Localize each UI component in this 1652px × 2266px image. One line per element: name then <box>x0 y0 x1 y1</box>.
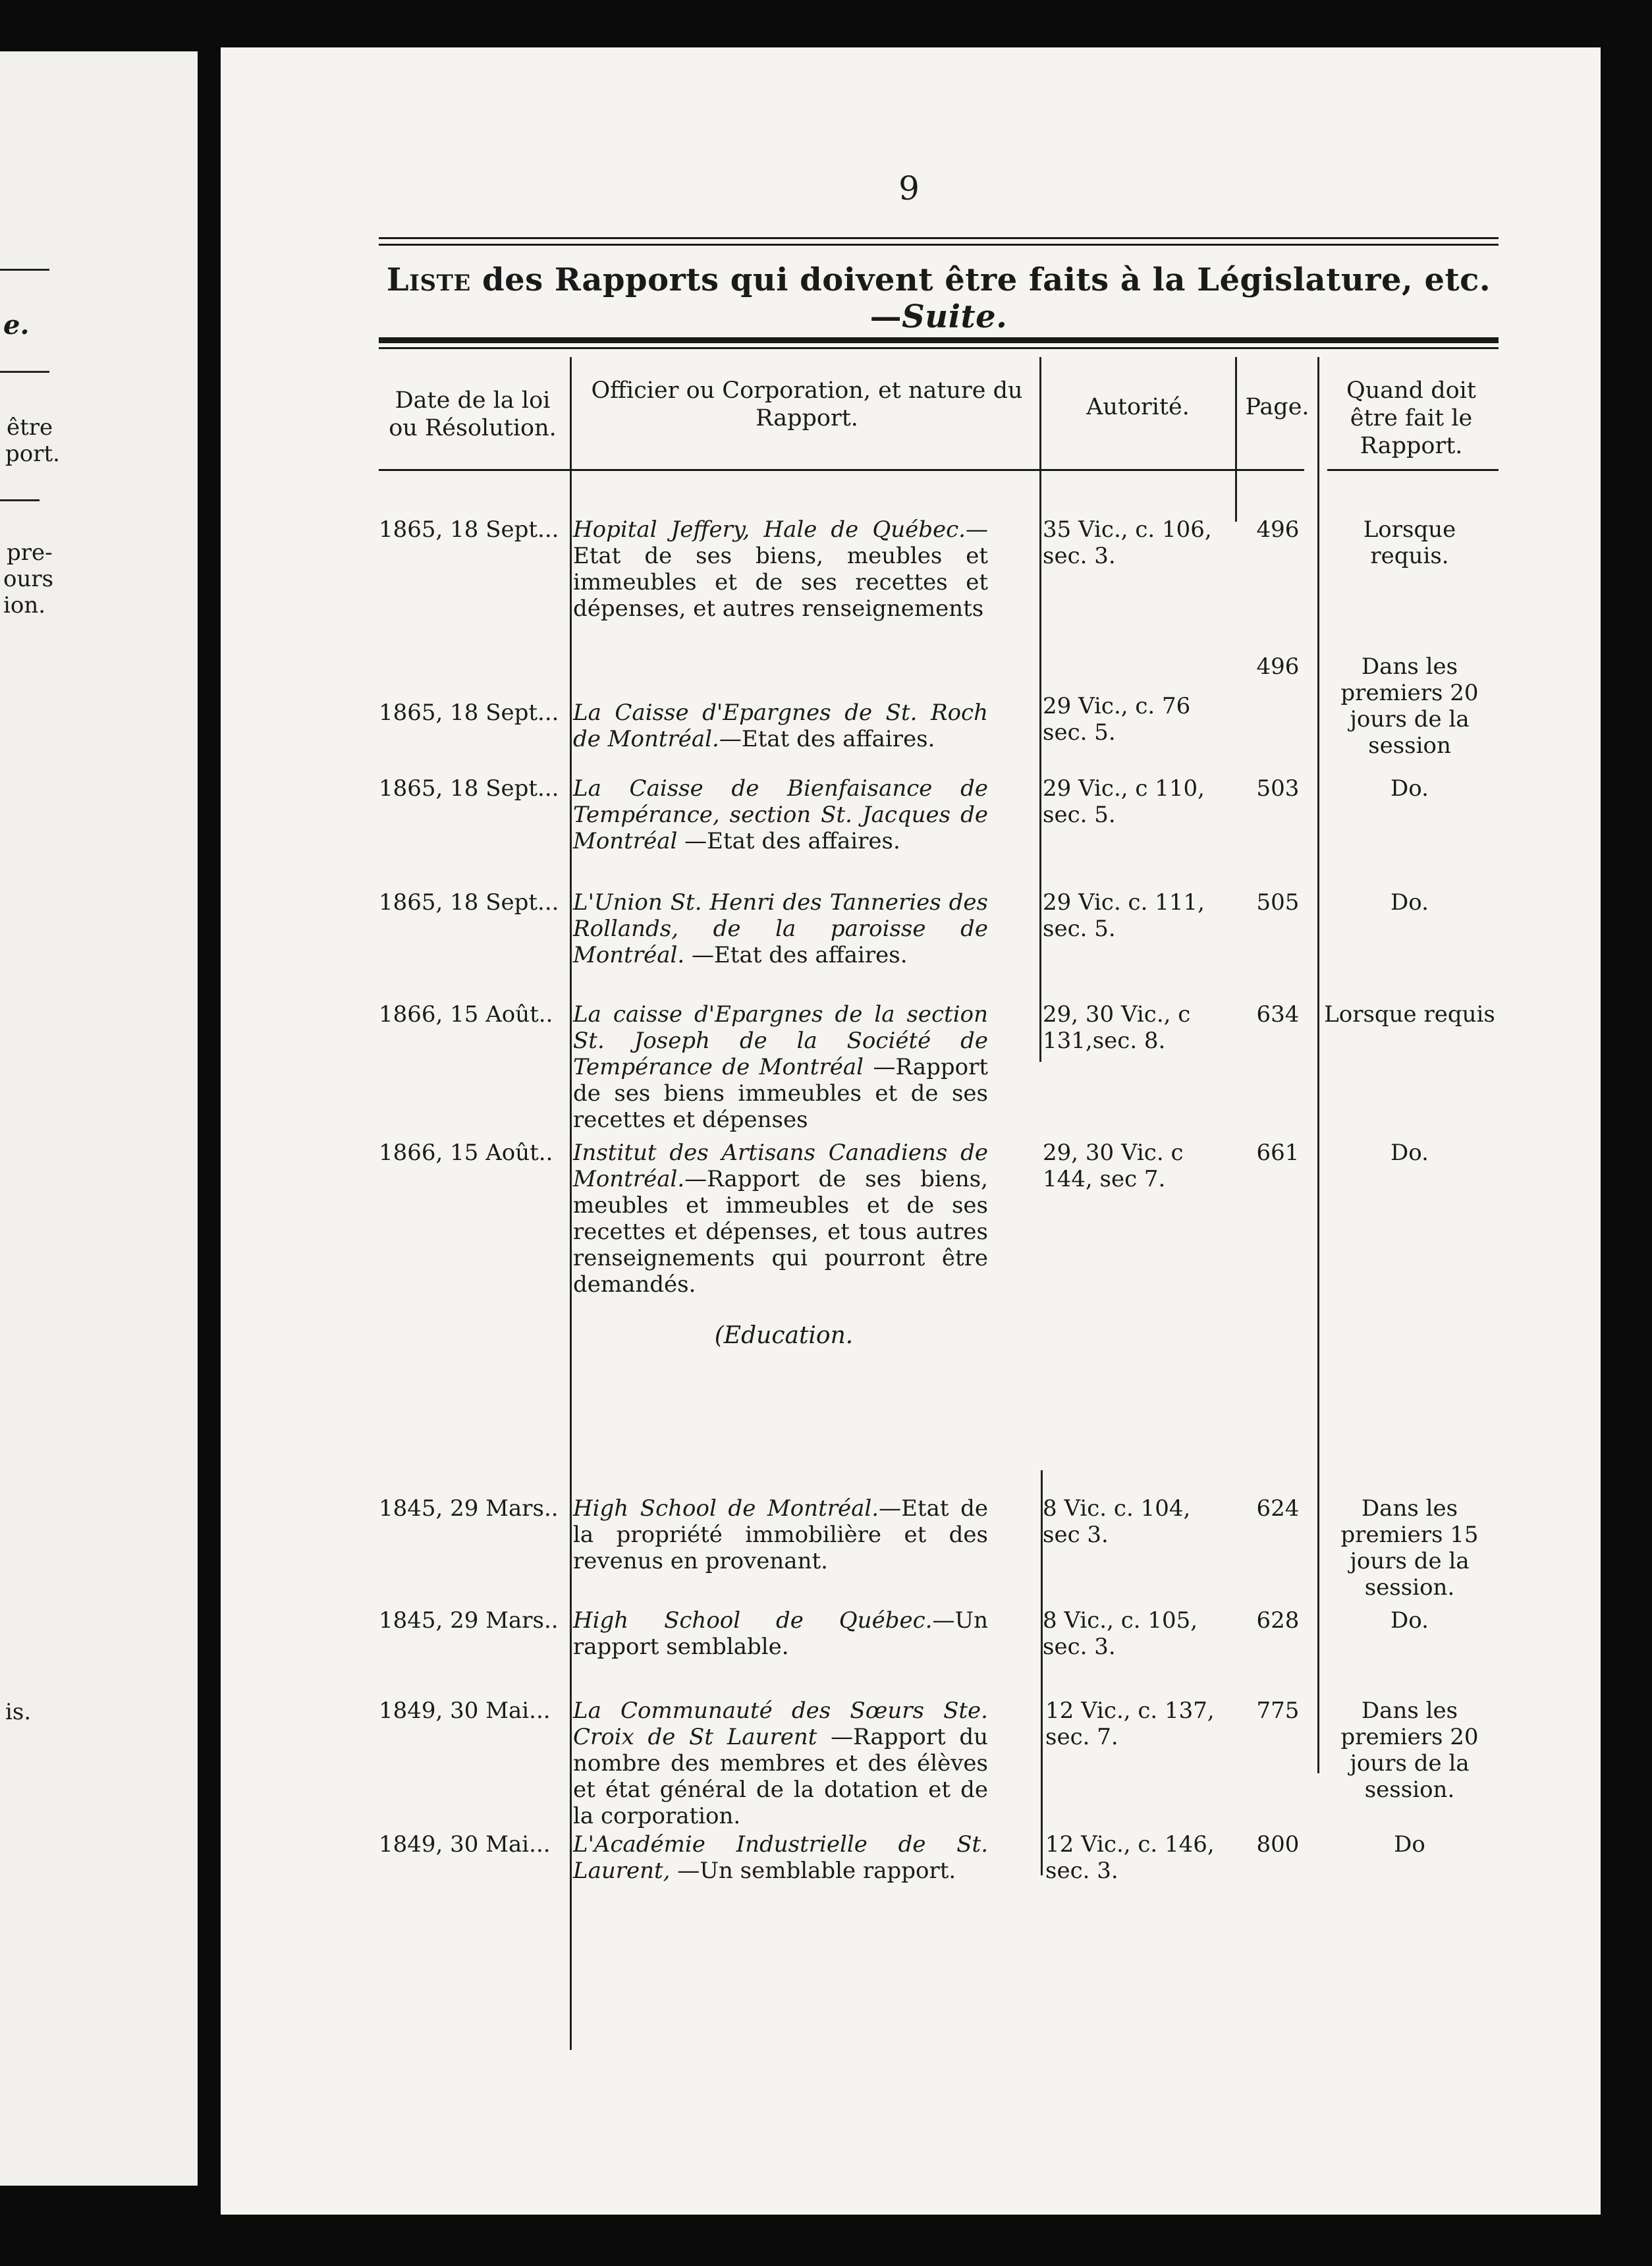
left-fragment-2: être <box>7 414 53 441</box>
row-date: 1845, 29 Mars.. <box>379 1495 559 1522</box>
section-heading-education: (Education. <box>714 1322 854 1349</box>
header-officier: Officier ou Corporation, et nature du Rapport. <box>591 377 1023 431</box>
row-officier <box>573 1140 988 1298</box>
left-rule <box>0 269 49 271</box>
left-fragment-1: e. <box>3 310 30 341</box>
row-page: 775 <box>1256 1698 1300 1724</box>
row-date: 1866, 15 Août.. <box>379 1001 553 1028</box>
row-officier-detail: —Un rapport semblable. <box>573 1607 988 1660</box>
header-bottom-rule <box>379 469 1304 471</box>
row-quand: Do. <box>1390 1607 1429 1634</box>
row-page: 503 <box>1256 775 1300 802</box>
row-autorite: 12 Vic., c. 137, sec. 7. <box>1045 1698 1215 1750</box>
page-number: 9 <box>898 169 920 207</box>
header-quand: Quand doit être fait le Rapport. <box>1346 377 1476 459</box>
row-autorite: 35 Vic., c. 106, sec. 3. <box>1043 516 1212 569</box>
left-fragment-3: port. <box>5 441 60 467</box>
row-officier <box>573 516 988 622</box>
title-suite: Suite. <box>902 298 1008 335</box>
row-officier-name: High School de Québec. <box>573 1607 933 1634</box>
row-date: 1865, 18 Sept... <box>379 889 559 916</box>
row-officier <box>573 700 988 752</box>
left-rule <box>0 371 49 373</box>
row-quand: Do. <box>1390 775 1429 802</box>
row-officier <box>573 1607 988 1660</box>
left-rule <box>0 499 40 501</box>
row-date: 1849, 30 Mai... <box>379 1698 551 1724</box>
column-rule <box>1039 357 1041 1062</box>
row-quand: Dans les premiers 20 jours de la session <box>1340 653 1479 759</box>
row-officier-detail: —Etat des affaires. <box>684 942 908 968</box>
row-officier-name: Institut des Artisans Canadiens de Montréal. <box>573 1140 988 1192</box>
row-officier-detail: —Rapport du nombre des membres et des élèves et état général de la dotation et de la corporation. <box>573 1724 989 1829</box>
row-date: 1865, 18 Sept... <box>379 775 559 802</box>
row-officier <box>573 1001 988 1133</box>
row-quand: Lorsque requis <box>1324 1001 1495 1028</box>
row-officier-name: High School de Montréal. <box>573 1495 879 1522</box>
left-fragment-4: pre- <box>7 539 53 566</box>
row-autorite: 29 Vic. c. 111, sec. 5. <box>1043 889 1205 942</box>
title-first-word: Liste <box>386 262 471 298</box>
column-rule <box>1317 357 1319 1773</box>
row-quand: Lorsque requis. <box>1363 516 1456 569</box>
top-double-rule <box>379 244 1499 246</box>
row-autorite: 29, 30 Vic., c 131,sec. 8. <box>1043 1001 1191 1054</box>
row-quand: Do. <box>1390 1140 1429 1166</box>
left-fragment-5: ours <box>3 566 54 592</box>
row-officier-detail: —Rapport de ses biens, meubles et immeubles et de ses recettes et dépenses, et tous autres renseignements qui pourront être demandés. <box>573 1166 988 1298</box>
column-rule <box>1235 357 1237 522</box>
table-title <box>379 262 1499 335</box>
row-officier <box>573 1495 988 1574</box>
row-officier-detail: —Etat de ses biens, meubles et immeubles et de ses recettes et dépenses, et autres renseignements <box>573 516 988 622</box>
row-quand: Dans les premiers 15 jours de la session. <box>1340 1495 1479 1601</box>
row-autorite: 8 Vic., c. 105, sec. 3. <box>1043 1607 1198 1660</box>
row-quand: Do. <box>1390 889 1429 916</box>
row-autorite: 29 Vic., c 110, sec. 5. <box>1043 775 1205 828</box>
row-officier-name: La Communauté des Sœurs Ste. Croix de St Laurent <box>573 1698 988 1750</box>
row-officier-name: La Caisse de Bienfaisance de Tempérance, section St. Jacques de Montréal <box>573 775 988 854</box>
left-fragment-6: ion. <box>3 592 46 619</box>
row-page: 661 <box>1256 1140 1300 1166</box>
top-double-rule <box>379 237 1499 239</box>
row-autorite: 29, 30 Vic. c 144, sec 7. <box>1043 1140 1184 1192</box>
row-autorite: 8 Vic. c. 104, sec 3. <box>1043 1495 1191 1548</box>
header-date: Date de la loi ou Résolution. <box>389 387 557 441</box>
document-page <box>221 47 1601 2215</box>
row-date: 1865, 18 Sept... <box>379 700 559 726</box>
title-text: des Rapports qui doivent être faits à la Législature, etc.— <box>470 262 1491 335</box>
row-quand: Dans les premiers 20 jours de la session. <box>1340 1698 1479 1803</box>
left-fragment-7: is. <box>5 1699 32 1725</box>
header-thick-rule <box>379 337 1499 343</box>
row-page: 624 <box>1256 1495 1300 1522</box>
row-officier-detail: —Un semblable rapport. <box>670 1858 956 1884</box>
row-officier <box>573 889 988 968</box>
row-officier-name: L'Union St. Henri des Tanneries des Rollands, de la paroisse de Montréal. <box>573 889 988 968</box>
row-page: 800 <box>1256 1831 1300 1858</box>
row-officier-detail: —Etat de la propriété immobilière et des revenus en provenant. <box>573 1495 988 1574</box>
row-date: 1865, 18 Sept... <box>379 516 559 543</box>
header-thin-rule <box>379 347 1499 349</box>
row-page: 496 <box>1256 516 1300 543</box>
left-page-fragment <box>0 51 198 2186</box>
header-bottom-rule <box>1327 469 1499 471</box>
row-officier-detail: —Etat des affaires. <box>677 828 900 854</box>
row-date: 1866, 15 Août.. <box>379 1140 553 1166</box>
row-autorite: 12 Vic., c. 146, sec. 3. <box>1045 1831 1215 1884</box>
row-quand: Do <box>1394 1831 1425 1858</box>
row-officier <box>573 775 988 854</box>
row-officier <box>573 1831 988 1884</box>
row-page: 634 <box>1256 1001 1300 1028</box>
row-date: 1845, 29 Mars.. <box>379 1607 559 1634</box>
row-page: 628 <box>1256 1607 1300 1634</box>
row-officier-name: La Caisse d'Epargnes de St. Roch de Montréal. <box>573 700 988 752</box>
header-page: Page. <box>1245 394 1309 420</box>
row-officier-detail: —Rapport de ses biens immeubles et de ses recettes et dépenses <box>573 1054 989 1133</box>
header-autorite: Autorité. <box>1086 394 1190 420</box>
row-page: 496 <box>1256 653 1300 680</box>
row-officier-name: La caisse d'Epargnes de la section St. Joseph de la Société de Tempérance de Montréal <box>573 1001 988 1080</box>
row-officier-name: L'Académie Industrielle de St. Laurent, <box>573 1831 988 1884</box>
row-officier-detail: —Etat des affaires. <box>719 726 935 752</box>
row-officier-name: Hopital Jeffery, Hale de Québec. <box>573 516 966 543</box>
column-rule <box>570 357 572 2050</box>
row-officier <box>573 1698 988 1829</box>
row-autorite: 29 Vic., c. 76 sec. 5. <box>1043 693 1191 746</box>
row-date: 1849, 30 Mai... <box>379 1831 551 1858</box>
row-page: 505 <box>1256 889 1300 916</box>
